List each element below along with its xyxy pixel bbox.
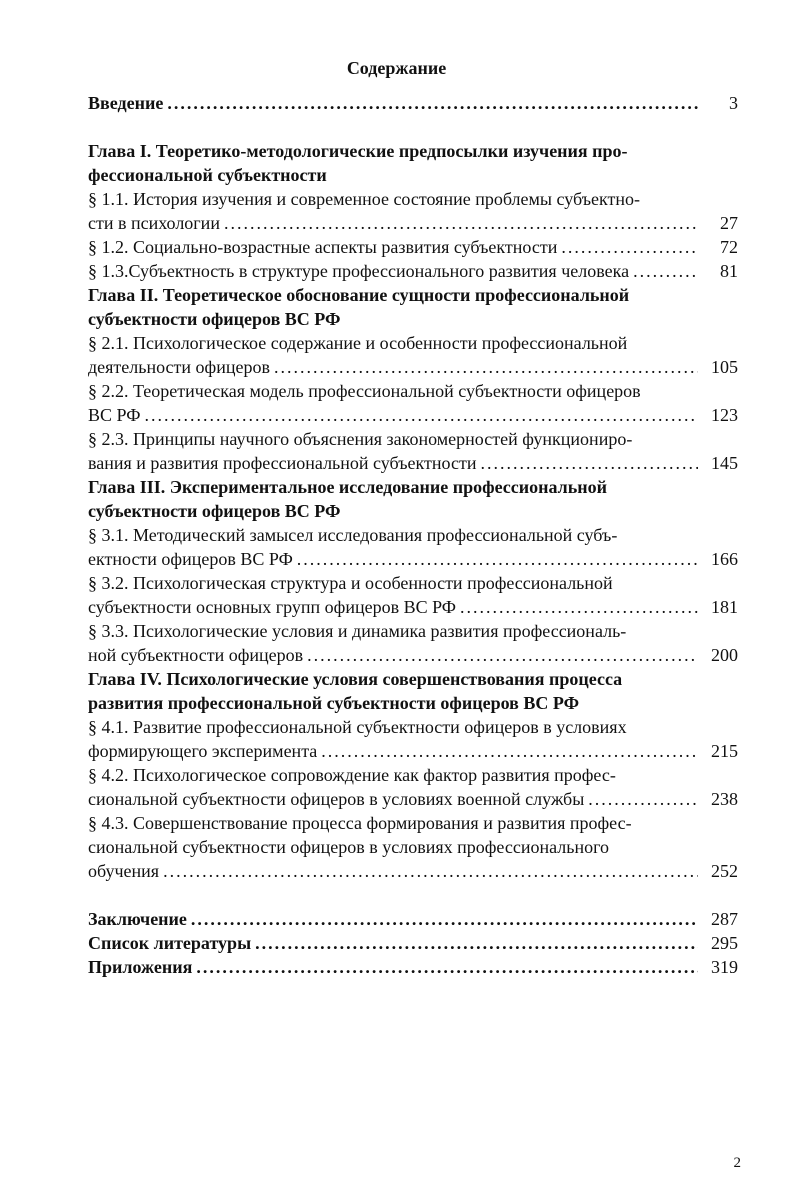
chapter-4-heading-cont: развития профессиональной субъектности офицеров ВС РФ (88, 693, 580, 713)
section-3-3: § 3.3. Психологические условия и динамика развития профессиональ- (88, 621, 627, 641)
entry-page: 123 (711, 405, 738, 425)
entry-label: субъектности основных групп офицеров ВС РФ (88, 597, 457, 617)
entry-label: сти в психологии (88, 213, 220, 233)
leader-dots (561, 235, 698, 259)
entry-label: ектности офицеров ВС РФ (88, 549, 293, 569)
entry-label: § 1.2. Социально-возрастные аспекты развития субъектности (88, 237, 558, 257)
entry-label: ВС РФ (88, 405, 141, 425)
section-2-3-cont (88, 451, 738, 475)
chapter-1-heading-cont: фессиональной субъектности (88, 165, 327, 185)
entry-page: 252 (711, 861, 738, 881)
section-4-3: § 4.3. Совершенствование процесса формирования и развития профес- (88, 813, 632, 833)
section-4-2: § 4.2. Психологическое сопровождение как фактор развития профес- (88, 765, 616, 785)
toc-entry-intro (88, 91, 738, 115)
entry-page: 181 (711, 597, 738, 617)
chapter-2-heading-cont: субъектности офицеров ВС РФ (88, 309, 341, 329)
leader-dots (255, 931, 698, 955)
leader-dots (307, 643, 698, 667)
entry-page: 105 (711, 357, 738, 377)
section-4-2-cont (88, 787, 738, 811)
leader-dots (321, 739, 698, 763)
entry-page: 166 (711, 549, 738, 569)
entry-page: 319 (711, 957, 738, 977)
chapter-4-heading: Глава IV. Психологические условия совершенствования процесса (88, 669, 623, 689)
entry-label: сиональной субъектности офицеров в условиях военной службы (88, 789, 585, 809)
entry-page: 3 (729, 93, 738, 113)
entry-label: ной субъектности офицеров (88, 645, 304, 665)
section-1-1-cont (88, 211, 738, 235)
section-2-3: § 2.3. Принципы научного объяснения закономерностей функциониро- (88, 429, 633, 449)
entry-label: Введение (88, 93, 164, 113)
entry-page: 287 (711, 909, 738, 929)
toc-title: Содержание (346, 58, 447, 78)
section-1-3 (88, 259, 738, 283)
leader-dots (144, 403, 698, 427)
section-3-2-cont (88, 595, 738, 619)
entry-label: деятельности офицеров (88, 357, 270, 377)
section-4-3-cont: сиональной субъектности офицеров в условиях профессионального (88, 837, 610, 857)
leader-dots (274, 355, 698, 379)
leader-dots (167, 91, 698, 115)
chapter-3-heading: Глава III. Экспериментальное исследование профессиональной (88, 477, 608, 497)
entry-page: 295 (711, 933, 738, 953)
leader-dots (481, 451, 699, 475)
section-3-3-cont (88, 643, 738, 667)
toc-entry-appendix (88, 955, 738, 979)
entry-label: обучения (88, 861, 160, 881)
section-3-1: § 3.1. Методический замысел исследования профессиональной субъ- (88, 525, 618, 545)
chapter-3-heading-cont: субъектности офицеров ВС РФ (88, 501, 341, 521)
leader-dots (163, 859, 698, 883)
entry-label: § 1.3.Субъектность в структуре профессионального развития человека (88, 261, 630, 281)
section-3-2: § 3.2. Психологическая структура и особенности профессиональной (88, 573, 613, 593)
leader-dots (297, 547, 698, 571)
chapter-2-heading: Глава II. Теоретическое обоснование сущности профессиональной (88, 285, 630, 305)
leader-dots (633, 259, 698, 283)
chapter-1-heading: Глава I. Теоретико-методологические предпосылки изучения про- (88, 141, 628, 161)
section-4-1-cont (88, 739, 738, 763)
entry-page: 238 (711, 789, 738, 809)
page-number: 2 (733, 1155, 741, 1171)
section-4-3-cont2 (88, 859, 738, 883)
entry-label: Заключение (88, 909, 187, 929)
entry-page: 200 (711, 645, 738, 665)
leader-dots (196, 955, 698, 979)
entry-page: 81 (720, 261, 738, 281)
entry-label: Список литературы (88, 933, 252, 953)
entry-label: формирующего эксперимента (88, 741, 318, 761)
section-1-1: § 1.1. История изучения и современное состояние проблемы субъектно- (88, 189, 641, 209)
leader-dots (588, 787, 698, 811)
section-2-1-cont (88, 355, 738, 379)
entry-page: 145 (711, 453, 738, 473)
entry-label: Приложения (88, 957, 193, 977)
entry-label: вания и развития профессиональной субъектности (88, 453, 477, 473)
leader-dots (460, 595, 698, 619)
entry-page: 215 (711, 741, 738, 761)
leader-dots (224, 211, 698, 235)
entry-page: 72 (720, 237, 738, 257)
section-2-1: § 2.1. Психологическое содержание и особенности профессиональной (88, 333, 628, 353)
section-4-1: § 4.1. Развитие профессиональной субъектности офицеров в условиях (88, 717, 627, 737)
toc-entry-references (88, 931, 738, 955)
section-3-1-cont (88, 547, 738, 571)
section-1-2 (88, 235, 738, 259)
entry-page: 27 (720, 213, 738, 233)
section-2-2-cont (88, 403, 738, 427)
toc-entry-conclusion (88, 907, 738, 931)
leader-dots (191, 907, 698, 931)
section-2-2: § 2.2. Теоретическая модель профессиональной субъектности офицеров (88, 381, 641, 401)
